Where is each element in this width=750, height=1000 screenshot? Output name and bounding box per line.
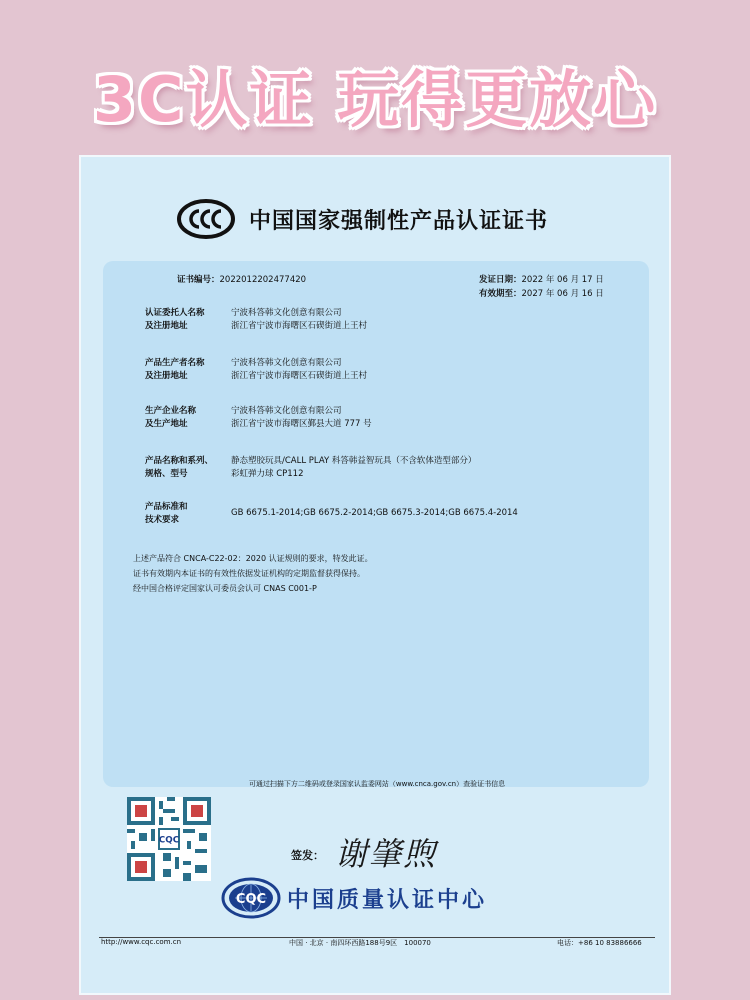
svg-text:CQC: CQC xyxy=(158,835,180,846)
certificate xyxy=(79,155,671,995)
issuer-name: 中国质量认证中心 xyxy=(287,887,488,913)
certificate-title: 中国国家强制性产品认证证书 xyxy=(249,208,549,234)
signature: 谢肇煦 xyxy=(335,835,438,873)
svg-text:CQC: CQC xyxy=(235,892,267,907)
issuer-block xyxy=(221,877,487,919)
note-line: 上述产品符合 CNCA-C22-02：2020 认证规则的要求，特发此证。 xyxy=(133,554,373,563)
certificate-notes xyxy=(133,551,373,596)
footer-address: 中国 · 北京 · 南四环西路188号9区 100070 xyxy=(289,939,431,947)
certificate-number: 证书编号：2022012202477420 xyxy=(177,275,307,285)
qr-code-icon[interactable] xyxy=(127,797,211,881)
note-line: 证书有效期内本证书的有效性依据发证机构的定期监督获得保持。 xyxy=(133,569,365,578)
sign-label: 签发： xyxy=(291,849,324,862)
certificate-dates: 发证日期：2022 年 06 月 17 日 有效期至：2027 年 06 月 16 日 xyxy=(479,275,604,299)
details-panel: 证书编号：2022012202477420 发证日期：2022 年 06 月 17 日 有效期至：2027 年 06 月 16 日 认证委托人名称 及注册地址 宁波科答韩文化创意有限公司 浙江省宁波市海曙区石碶街道上王村 产品生产者名称 及注册地址 宁波科答韩文化创意有限公司 浙江省宁波市海曙区石碶街道上王村 生产企业名称 及生产地址 宁波科答韩文化创意有限公司 浙江省宁波市海曙区鄞县大道 777 号 产品名称和系列、 规格、型号 静态塑胶玩具/CALL PLAY 科答韩益智玩具（不含软体造型部分） 彩虹弹力球 CP112 产品标准和 技术要求 GB 6675.1-2014;GB 6675.2-2014;GB 6675.3-2014;GB 6675.4-2014 上述产品符合 CNCA-C22-02：2020 认证规则的要求，特发此证。 证书有效期内本证书的有效性依据发证机构的定期监督获得保持。 经中国合格评定国家认可委员会认可 CNAS C001-P xyxy=(103,261,649,787)
footer-phone: 电话：+86 10 83886666 xyxy=(557,939,642,947)
banner-title: 3C认证 玩得更放心 xyxy=(92,63,658,136)
ccc-mark-icon xyxy=(177,199,235,239)
cqc-logo-icon xyxy=(221,877,281,919)
certificate-header xyxy=(177,197,548,241)
verify-instructions: 可通过扫描下方二维码或登录国家认监委网站（www.cnca.gov.cn）查验证书信息 xyxy=(248,780,506,788)
note-line: 经中国合格评定国家认可委员会认可 CNAS C001-P xyxy=(133,584,317,593)
footer-url[interactable]: http://www.cqc.com.cn xyxy=(101,938,182,946)
